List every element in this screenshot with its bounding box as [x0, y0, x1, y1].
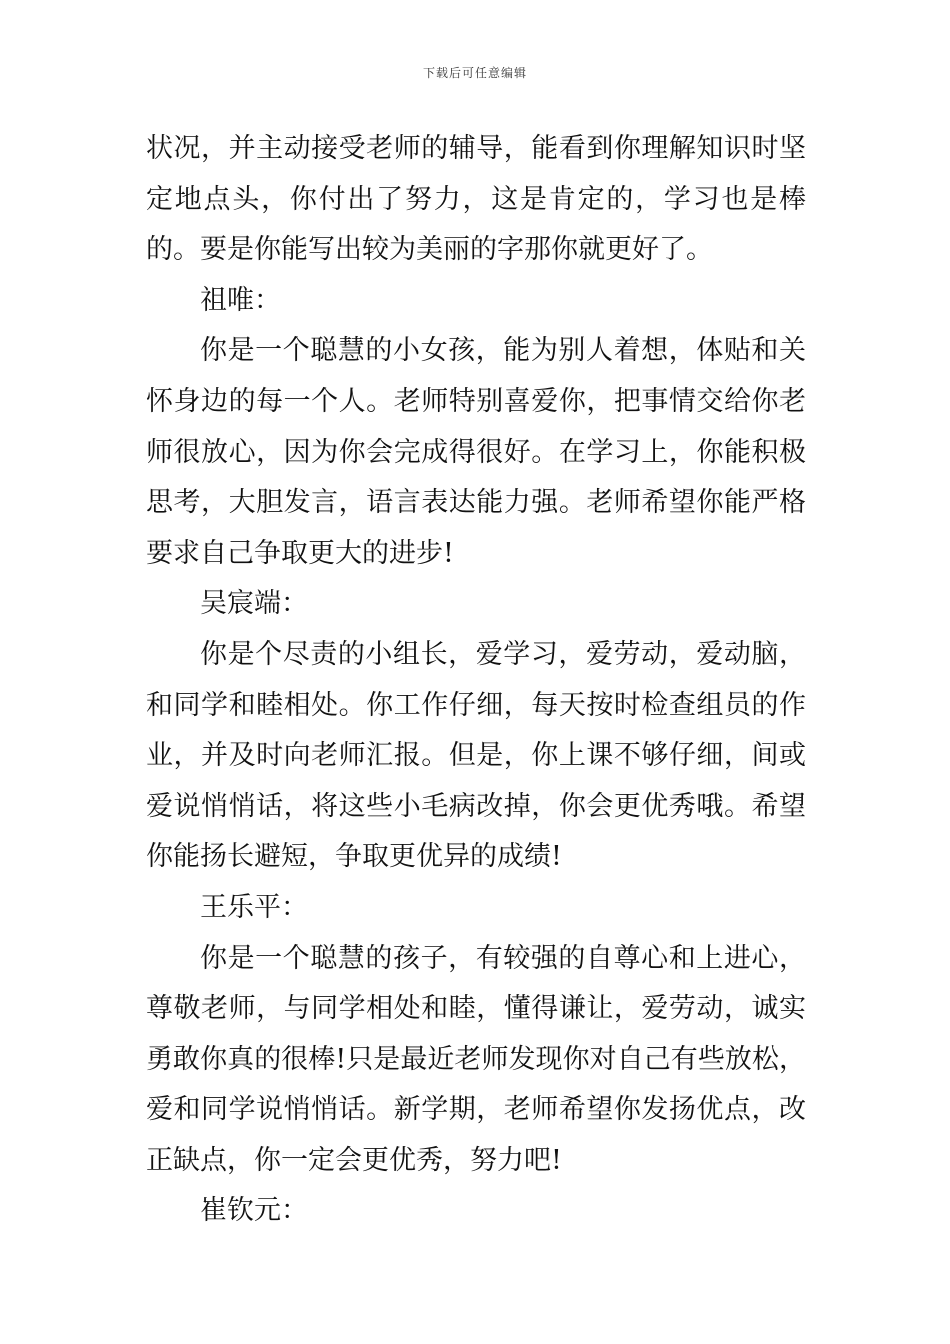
comment-wuchenduan: 你是个尽责的小组长，爱学习，爱劳动，爱动脑，和同学和睦相处。你工作仔细，每天按时检查组员的作业，并及时向老师汇报。但是，你上课不够仔细，间或爱说悄悄话，将这些小毛病改掉，你会更优秀哦。希望你能扬长避短，争取更优异的成绩! [146, 638, 806, 873]
comment-zuwei: 你是一个聪慧的小女孩，能为别人着想，体贴和关怀身边的每一个人。老师特别喜爱你，把事情交给你老师很放心，因为你会完成得很好。在学习上，你能积极思考，大胆发言，语言表达能力强。老师希望你能严格要求自己争取更大的进步! [146, 335, 806, 569]
student-name-wuchenduan: 吴宸端： [200, 588, 308, 620]
student-name-zuwei: 祖唯： [200, 284, 281, 316]
student-name-cuiqinyuan: 崔钦元： [200, 1195, 308, 1227]
paragraph-continuation: 状况，并主动接受老师的辅导，能看到你理解知识时坚定地点头，你付出了努力，这是肯定的，学习也是棒的。要是你能写出较为美丽的字那你就更好了。 [146, 133, 806, 266]
comment-wangleping: 你是一个聪慧的孩子，有较强的自尊心和上进心，尊敬老师，与同学相处和睦，懂得谦让，爱劳动，诚实勇敢你真的很棒!只是最近老师发现你对自己有些放松，爱和同学说悄悄话。新学期，老师希望你发扬优点，改正缺点，你一定会更优秀，努力吧! [146, 942, 806, 1176]
document-body [146, 124, 806, 1237]
student-name-wangleping: 王乐平： [200, 891, 308, 923]
page-header: 下载后可任意编辑 [422, 66, 527, 80]
